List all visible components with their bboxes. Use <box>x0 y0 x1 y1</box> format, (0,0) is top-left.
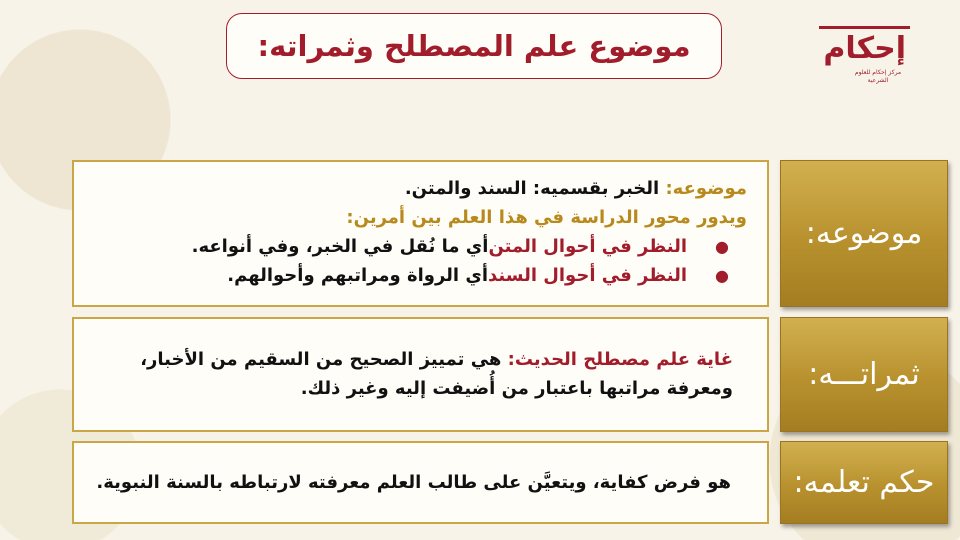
logo-mark: إحكام <box>819 26 910 69</box>
fruits-label: ثمراتـــه: <box>780 317 948 432</box>
ruling-panel <box>72 441 769 524</box>
subject-bullet-1: ● النظر في أحوال المتن أي ما نُقل في الخبر، وفي أنواعه. <box>94 232 747 261</box>
fruits-panel <box>72 317 769 432</box>
fruits-line-2: ومعرفة مراتبها باعتبار من أُضيفت إليه وغير ذلك. <box>300 378 733 399</box>
fruits-line-1: غاية علم مصطلح الحديث: هي تمييز الصحيح من السقيم من الأخبار، <box>140 349 733 370</box>
ruling-text: هو فرض كفاية، ويتعيَّن على طالب العلم معرفته لارتباطه بالسنة النبوية. <box>96 472 731 493</box>
subject-line-1: موضوعه: الخبر بقسميه: السند والمتن. <box>404 178 747 199</box>
bullet-icon: ● <box>715 237 729 256</box>
ruling-label: حكم تعلمه: <box>780 441 948 524</box>
title-box <box>226 13 722 79</box>
bullet-icon: ● <box>715 266 729 285</box>
page-title: موضوع علم المصطلح وثمراته: <box>257 29 691 63</box>
logo-subtitle: مركز إحكام للعلوم الشرعية <box>854 69 902 84</box>
subject-label: موضوعه: <box>780 160 948 307</box>
logo <box>823 26 910 92</box>
subject-line-2: ويدور محور الدراسة في هذا العلم بين أمرين: <box>346 207 747 228</box>
subject-bullet-2: ● النظر في أحوال السند أي الرواة ومراتبهم وأحوالهم. <box>94 261 747 290</box>
subject-panel <box>72 160 769 307</box>
